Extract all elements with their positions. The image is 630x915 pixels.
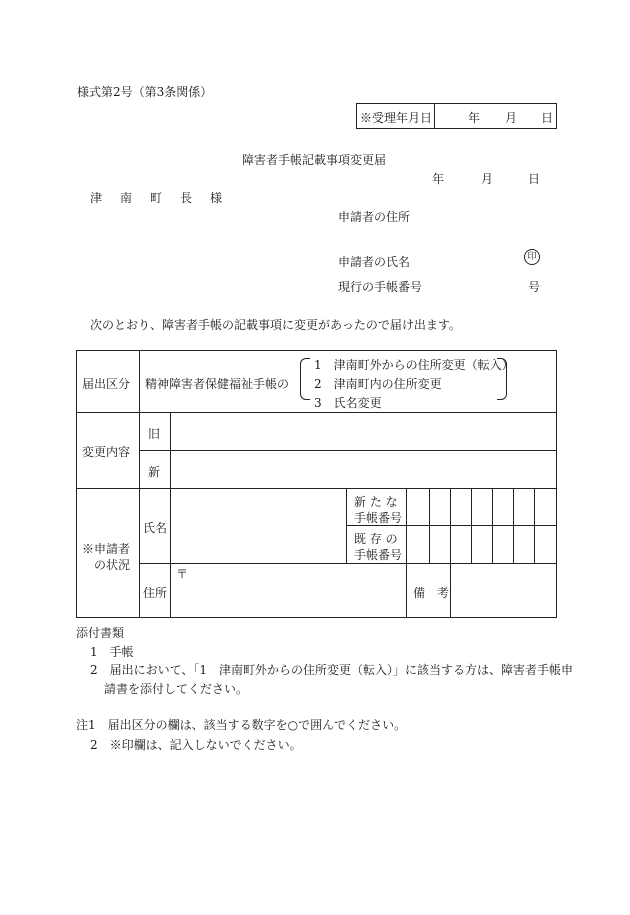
number-suffix: 号 [528,280,541,294]
new-number-label-line2: 手帳番号 [354,511,403,525]
category-prefix: 精神障害者保健福祉手帳の [145,377,290,391]
intro-text: 次のとおり、障害者手帳の記載事項に変更があったので届け出ます。 [90,318,461,332]
seal-label: 印 [527,252,537,262]
note-2: 2 ※印欄は、記入しないでください。 [90,738,302,752]
attachment-item-2: 2 届出において、「1 津南町外からの住所変更（転入）」に該当する方は、障害者手帳申 [90,663,574,677]
applicant-name-label: 申請者の氏名 [338,255,411,269]
address-label: 住所 [143,586,168,600]
document-title: 障害者手帳記載事項変更届 [242,153,387,167]
applicant-address-label: 申請者の住所 [338,210,411,224]
existing-number-label-line1: 既 存 の [354,532,398,546]
receipt-month: 月 [505,111,518,125]
date-year: 年 [432,172,445,186]
form-number-label: 様式第2号（第3条関係） [77,85,213,99]
note-1: 注1 届出区分の欄は、該当する数字を○で囲んでください。 [76,718,407,732]
current-number-label: 現行の手帳番号 [338,280,423,294]
seal-circle [524,249,540,265]
date-day: 日 [528,172,541,186]
status-label-line1: ※申請者 [82,542,131,556]
addressee: 津 南 町 長 様 [90,191,226,205]
category-option-1: 1 津南町外からの住所変更（転入） [314,358,514,372]
postal-mark: 〒 [176,567,189,581]
remarks-label: 備 考 [413,586,450,600]
old-label: 旧 [148,427,161,441]
change-label: 変更内容 [82,445,131,459]
category-option-2: 2 津南町内の住所変更 [314,377,442,391]
receipt-year: 年 [468,111,481,125]
receipt-day: 日 [541,111,554,125]
category-label: 届出区分 [82,377,131,391]
date-month: 月 [481,172,494,186]
new-label: 新 [148,465,161,479]
category-option-3: 3 氏名変更 [314,396,382,410]
attachment-item-1: 1 手帳 [90,645,134,659]
existing-number-label-line2: 手帳番号 [354,548,403,562]
attachments-heading: 添付書類 [76,626,125,640]
new-number-label-line1: 新 た な [354,495,398,509]
name-label: 氏名 [143,521,168,535]
receipt-date-label: ※受理年月日 [360,111,433,125]
status-label-line2: の状況 [94,558,131,572]
attachment-item-2-cont: 請書を添付してください。 [104,682,249,696]
